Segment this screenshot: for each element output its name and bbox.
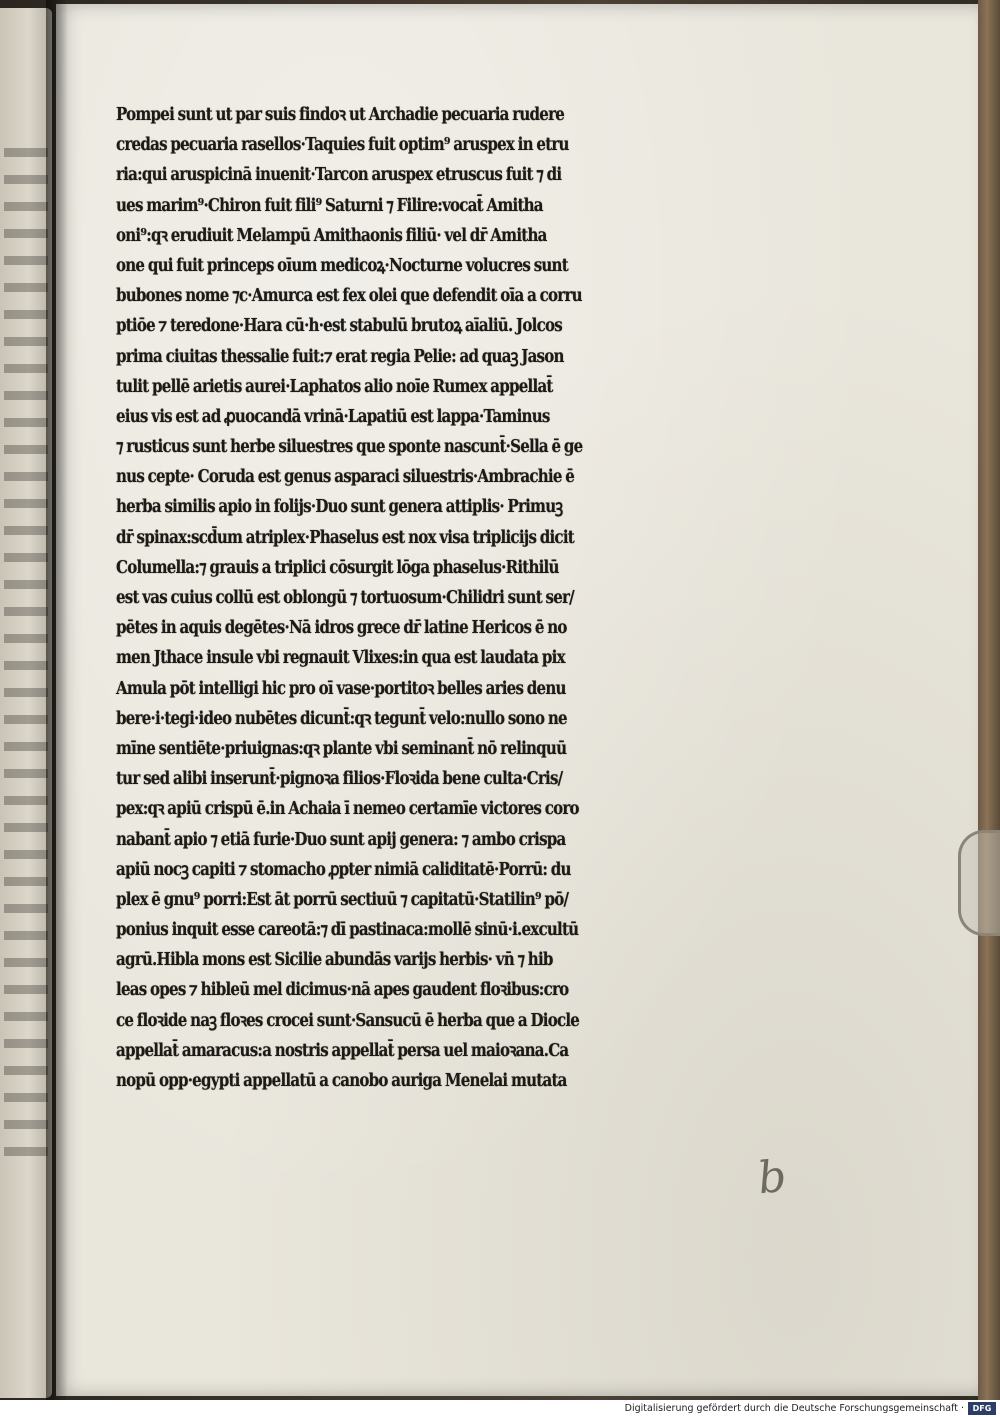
text-line: plex ē gnu⁹ porri:Est āt porrū sectiuū ⁊ capitatū·Statilin⁹ pō/ xyxy=(116,889,569,910)
text-line: Columella:⁊ grauis a triplici cōsurgit lōga phaselus·Rithilū xyxy=(116,557,559,578)
text-line: ues marim⁹·Chiron fuit fili⁹ Saturni ⁊ Filire:vocat̄ Amitha xyxy=(116,195,543,216)
text-line: nus cepte· Coruda est genus asparaci siluestris·Ambrachie ē xyxy=(116,467,575,488)
text-line: dr̄ spinax:scd̄um atriplex·Phaselus est nox visa triplicijs dicit xyxy=(116,527,574,548)
signature-mark: b xyxy=(755,1150,789,1205)
text-line: Amula pōt intelligi hic pro oī vase·portitoꝛ belles aries denu xyxy=(116,678,566,699)
text-line: prima ciuitas thessalie fuit:⁊ erat regia Pelie: ad quaꝫ Jason xyxy=(116,346,564,367)
text-line: pētes in aquis degētes·Nā idros grece dr̄ latine Hericos ē no xyxy=(116,618,567,639)
text-line: oni⁹:qꝛ erudiuit Melampū Amithaonis filiū· vel dr̄ Amitha xyxy=(116,225,547,246)
dfg-logo: DFG xyxy=(968,1402,996,1415)
facing-page-edge xyxy=(0,8,52,1398)
text-line: apiū nocꝫ capiti ⁊ stomacho ꝓpter nimiā caliditatē·Porrū: du xyxy=(116,859,571,880)
text-line: eius vis est ad ꝓuocandā vrinā·Lapatiū est lappa·Taminus xyxy=(116,406,550,427)
text-line: Pompei sunt ut par suis findoꝛ ut Archadie pecuaria rudere xyxy=(116,105,565,125)
text-line: est vas cuius collū est oblongū ⁊ tortuosum·Chilidri sunt ser/ xyxy=(116,588,574,608)
text-line: ria:qui aruspicinā inuenit·Tarcon aruspex etruscus fuit ⁊ di xyxy=(116,165,562,186)
text-line: ⁊ rusticus sunt herbe siluestres que sponte nascunt̄·Sella ē ge xyxy=(116,437,583,458)
text-line: agrū.Hibla mons est Sicilie abundās varijs herbis· vn̄ ⁊ hib xyxy=(116,950,553,971)
text-line: leas opes ⁊ hibleū mel dicimus·nā apes gaudent floꝛibus:cro xyxy=(116,980,569,1001)
text-line: credas pecuaria rasellos·Taquies fuit optim⁹ aruspex in etru xyxy=(116,135,569,156)
text-line: ce floꝛide naꝫ floꝛes crocei sunt·Sansucū ē herba que a Diocle xyxy=(116,1010,580,1031)
text-line: tur sed alibi inserunt̄·pignoꝛa filios·Floꝛida bene culta·Cris/ xyxy=(116,769,563,790)
text-line: men Jthace insule vbi regnauit Vlixes:in qua est laudata pix xyxy=(116,648,565,669)
text-line: bere·i·tegi·ideo nubētes dicunt̄:qꝛ tegunt̄ velo:nullo sono ne xyxy=(116,708,567,729)
page-clip xyxy=(958,830,1000,936)
text-line: appellat̄ amaracus:a nostris appellat̄ persa uel maioꝛana.Ca xyxy=(116,1040,569,1061)
text-line: ponius inquit esse careotā:⁊ dī pastinaca:mollē sinū·i.excultū xyxy=(116,920,579,941)
binding-shadow xyxy=(46,0,68,1400)
facing-page-text xyxy=(4,148,48,1168)
text-line: one qui fuit princeps oīum medicoꝝ·Nocturne volucres sunt xyxy=(116,255,568,276)
text-line: mīne sentiēte·priuignas:qꝛ plante vbi seminant̄ nō relinquū xyxy=(116,738,567,759)
text-line: pex:qꝛ apiū crispū ē.in Achaia ī nemeo certamīe victores coro xyxy=(116,799,579,820)
digitization-credit: Digitalisierung gefördert durch die Deutsche Forschungsgemeinschaft · xyxy=(624,1403,964,1414)
text-line: nabant̄ apio ⁊ etiā furie·Duo sunt apij genera: ⁊ ambo crispa xyxy=(116,829,566,850)
text-line: nopū opp·egypti appellatū a canobo auriga Menelai mutata xyxy=(116,1071,567,1091)
text-line: ptiōe ⁊ teredone·Hara cū·h·est stabulū brutoꝝ aīaliū. Jolcos xyxy=(116,316,562,337)
text-line: tulit pellē arietis aurei·Laphatos alio noīe Rumex appellat̄ xyxy=(116,376,553,397)
text-block xyxy=(116,100,716,1096)
text-line: herba similis apio in folijs·Duo sunt genera attiplis· Primuꝫ xyxy=(116,497,563,518)
text-line: bubones nome ⁊c·Amurca est fex olei que defendit oīa a corru xyxy=(116,286,582,307)
book-fore-edge xyxy=(978,0,1000,1400)
